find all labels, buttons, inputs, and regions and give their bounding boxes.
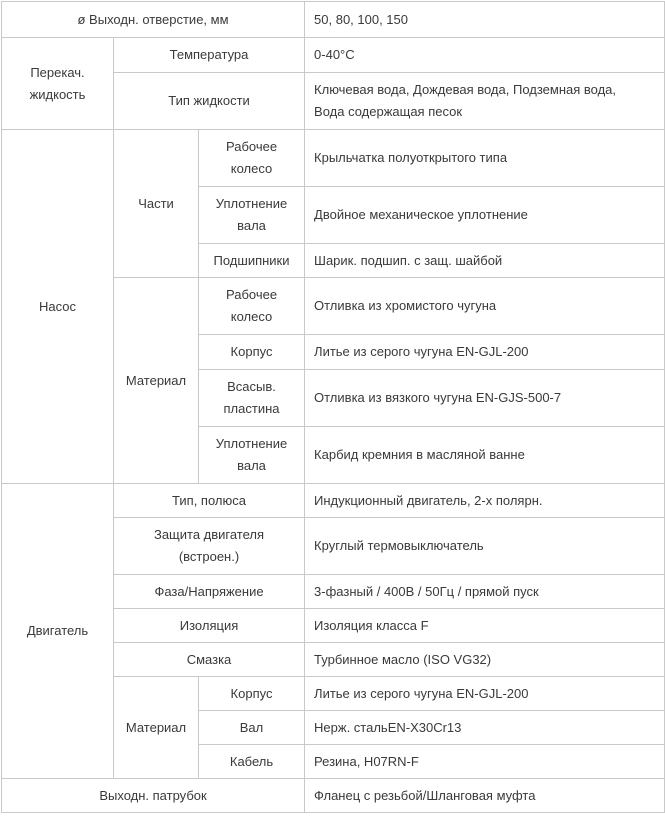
suction-plate-value: Отливка из вязкого чугуна EN-GJS-500-7: [305, 370, 665, 427]
shaft-value: Нерж. стальEN-X30Cr13: [305, 711, 665, 745]
phase-voltage-value: 3-фазный / 400В / 50Гц / прямой пуск: [305, 575, 665, 609]
insulation-value: Изоляция класса F: [305, 609, 665, 643]
shaft-label: Вал: [199, 711, 305, 745]
phase-voltage-label: Фаза/Напряжение: [114, 575, 305, 609]
outlet-diameter-label: ø Выходн. отверстие, мм: [2, 2, 305, 38]
material-impeller-value: Отливка из хромистого чугуна: [305, 278, 665, 335]
motor-casing-value: Литье из серого чугуна EN-GJL-200: [305, 677, 665, 711]
bearings-label: Подшипники: [199, 244, 305, 278]
outlet-connection-value: Фланец с резьбой/Шланговая муфта: [305, 779, 665, 813]
impeller-label: Рабочее колесо: [199, 130, 305, 187]
table-row: [2, 779, 665, 813]
shaft-seal-value: Двойное механическое уплотнение: [305, 187, 665, 244]
type-poles-label: Тип, полюса: [114, 484, 305, 518]
shaft-seal-label: Уплотнение вала: [199, 187, 305, 244]
protection-value: Круглый термовыключатель: [305, 518, 665, 575]
motor-group-label: Двигатель: [2, 484, 114, 779]
casing-value: Литье из серого чугуна EN-GJL-200: [305, 335, 665, 370]
temperature-value: 0-40°C: [305, 38, 665, 73]
material-impeller-label: Рабочее колесо: [199, 278, 305, 335]
cable-value: Резина, H07RN-F: [305, 745, 665, 779]
outlet-diameter-value: 50, 80, 100, 150: [305, 2, 665, 38]
table-row: [2, 130, 665, 187]
pump-group-label: Насос: [2, 130, 114, 484]
casing-label: Корпус: [199, 335, 305, 370]
lubrication-label: Смазка: [114, 643, 305, 677]
table-row: [2, 2, 665, 38]
specification-table: [1, 1, 665, 813]
bearings-value: Шарик. подшип. с защ. шайбой: [305, 244, 665, 278]
table-row: [2, 38, 665, 73]
lubrication-value: Турбинное масло (ISO VG32): [305, 643, 665, 677]
protection-label: Защита двигателя (встроен.): [114, 518, 305, 575]
motor-material-label: Материал: [114, 677, 199, 779]
impeller-value: Крыльчатка полуоткрытого типа: [305, 130, 665, 187]
insulation-label: Изоляция: [114, 609, 305, 643]
liquid-type-label: Тип жидкости: [114, 73, 305, 130]
pump-material-label: Материал: [114, 278, 199, 484]
liquid-type-value: Ключевая вода, Дождевая вода, Подземная вода, Вода содержащая песок: [305, 73, 665, 130]
suction-plate-label: Всасыв. пластина: [199, 370, 305, 427]
liquid-group-label: Перекач. жидкость: [2, 38, 114, 130]
type-poles-value: Индукционный двигатель, 2-х полярн.: [305, 484, 665, 518]
table-row: [2, 484, 665, 518]
cable-label: Кабель: [199, 745, 305, 779]
outlet-connection-label: Выходн. патрубок: [2, 779, 305, 813]
pump-parts-label: Части: [114, 130, 199, 278]
material-shaft-seal-value: Карбид кремния в масляной ванне: [305, 427, 665, 484]
temperature-label: Температура: [114, 38, 305, 73]
motor-casing-label: Корпус: [199, 677, 305, 711]
material-shaft-seal-label: Уплотнение вала: [199, 427, 305, 484]
